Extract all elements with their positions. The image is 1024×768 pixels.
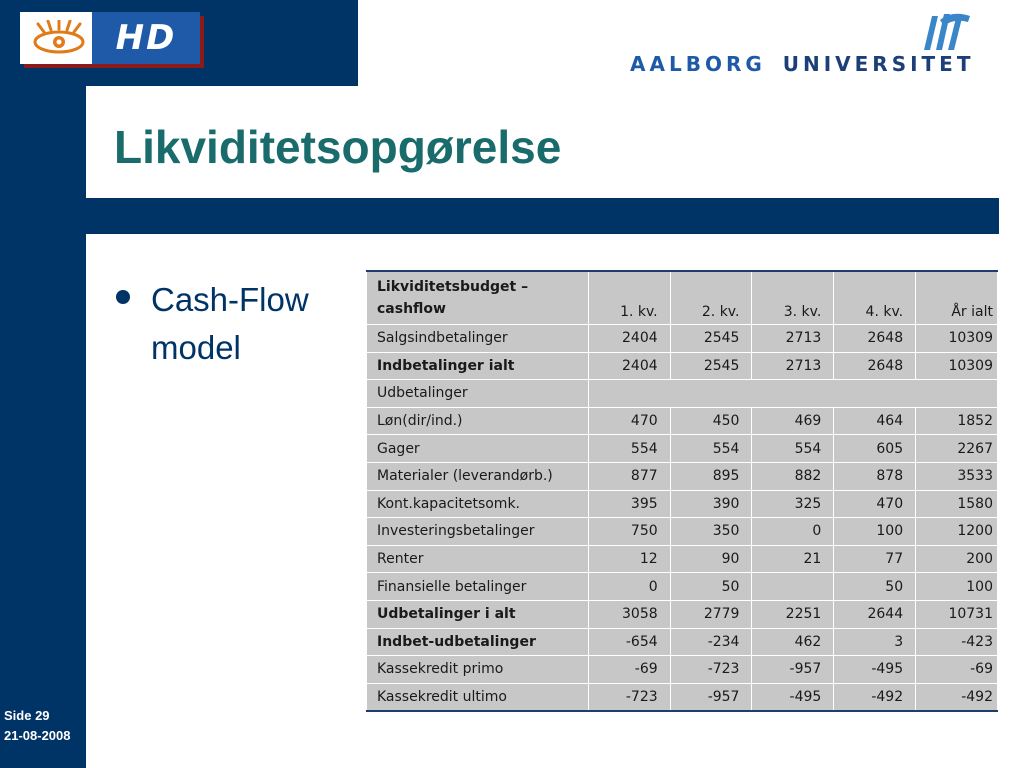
table-cell: 450 [670,407,752,435]
table-cell: 200 [916,545,998,573]
universitet-word: UNIVERSITET [782,52,975,76]
bullet-text: Cash-Flow model [151,281,309,366]
table-header-label: Likviditetsbudget – cashflow [367,271,589,325]
table-cell: 2648 [834,325,916,353]
table-cell: 882 [752,462,834,490]
table-cell: -495 [834,656,916,684]
table-row [367,407,998,435]
row-label: Indbet-udbetalinger [367,628,589,656]
table-row [367,490,998,518]
table-cell: -723 [670,656,752,684]
table-row [367,628,998,656]
table-cell: 895 [670,462,752,490]
table-cell: 10309 [916,325,998,353]
table-cell: 21 [752,545,834,573]
table-cell: 605 [834,435,916,463]
table-cell: -423 [916,628,998,656]
table-cell: 12 [588,545,670,573]
table-cell: 390 [670,490,752,518]
hd-logo-text: HD [92,12,200,64]
table-cell: 470 [588,407,670,435]
table-cell: -654 [588,628,670,656]
table-row [367,380,998,408]
row-label: Kont.kapacitetsomk. [367,490,589,518]
table-cell: 50 [670,573,752,601]
table-row [367,352,998,380]
table-cell: 878 [834,462,916,490]
table-cell: 10309 [916,352,998,380]
table-cell: 877 [588,462,670,490]
title-underline-bar [108,198,999,234]
table-row [367,325,998,353]
table-cell: 470 [834,490,916,518]
table-cell: -69 [916,656,998,684]
table-cell: 0 [588,573,670,601]
table-cell: 1852 [916,407,998,435]
table-cell: -69 [588,656,670,684]
row-label: Salgsindbetalinger [367,325,589,353]
table-cell: 554 [588,435,670,463]
column-header: 1. kv. [588,271,670,325]
table-cell: 2713 [752,352,834,380]
row-label: Finansielle betalinger [367,573,589,601]
table-cell: 2779 [670,600,752,628]
table-row [367,600,998,628]
table-row [367,462,998,490]
table-cell: 2545 [670,325,752,353]
cashflow-table [366,270,998,712]
table-cell: 100 [916,573,998,601]
table-cell: 554 [752,435,834,463]
row-label: Kassekredit ultimo [367,683,589,711]
column-header: År ialt [916,271,998,325]
aalborg-swan-icon [918,10,974,52]
table-cell: -957 [670,683,752,711]
table-header-row [367,271,998,325]
table-cell: 100 [834,518,916,546]
table-cell: -492 [834,683,916,711]
table-row [367,656,998,684]
empty-cell [588,380,997,408]
table-cell: 2545 [670,352,752,380]
left-navy-band [0,0,86,768]
table-cell: 90 [670,545,752,573]
row-label: Udbetalinger [367,380,589,408]
column-header: 2. kv. [670,271,752,325]
aalborg-word: AALBORG [630,52,766,76]
table-cell: 2267 [916,435,998,463]
table-cell: 2644 [834,600,916,628]
page-number: Side 29 [4,708,50,723]
column-header: 4. kv. [834,271,916,325]
table-row [367,435,998,463]
row-label: Materialer (leverandørb.) [367,462,589,490]
title-bar-notch [86,198,108,234]
table-cell: 462 [752,628,834,656]
table-cell: -495 [752,683,834,711]
table-cell: 1200 [916,518,998,546]
table-cell: 325 [752,490,834,518]
table-cell: 3533 [916,462,998,490]
bullet-dot-icon [116,290,130,304]
table-cell: 2713 [752,325,834,353]
table-row [367,518,998,546]
aalborg-universitet-logo-text [630,52,1020,76]
hd-logo [20,12,200,64]
table-cell: 350 [670,518,752,546]
table-cell: 50 [834,573,916,601]
table-row [367,573,998,601]
eye-icon [30,20,88,56]
table-cell: 469 [752,407,834,435]
row-label: Løn(dir/ind.) [367,407,589,435]
table-cell: 395 [588,490,670,518]
table-cell: -957 [752,656,834,684]
table-cell: 1580 [916,490,998,518]
table-cell: 0 [752,518,834,546]
table-cell: 750 [588,518,670,546]
column-header: 3. kv. [752,271,834,325]
row-label: Gager [367,435,589,463]
table-cell: 2404 [588,352,670,380]
row-label: Renter [367,545,589,573]
row-label: Udbetalinger i alt [367,600,589,628]
table-cell [752,573,834,601]
table-cell: 554 [670,435,752,463]
row-label: Investeringsbetalinger [367,518,589,546]
table-row [367,545,998,573]
table-cell: 464 [834,407,916,435]
table-cell: 77 [834,545,916,573]
table-cell: 3 [834,628,916,656]
slide-date: 21-08-2008 [4,728,71,743]
table-cell: -492 [916,683,998,711]
table-cell: 2648 [834,352,916,380]
table-cell: -723 [588,683,670,711]
table-cell: -234 [670,628,752,656]
table-cell: 2404 [588,325,670,353]
row-label: Kassekredit primo [367,656,589,684]
table-cell: 10731 [916,600,998,628]
row-label: Indbetalinger ialt [367,352,589,380]
table-cell: 3058 [588,600,670,628]
table-row [367,683,998,711]
page-title: Likviditetsopgørelse [114,121,562,173]
footer [4,706,88,746]
table-cell: 2251 [752,600,834,628]
